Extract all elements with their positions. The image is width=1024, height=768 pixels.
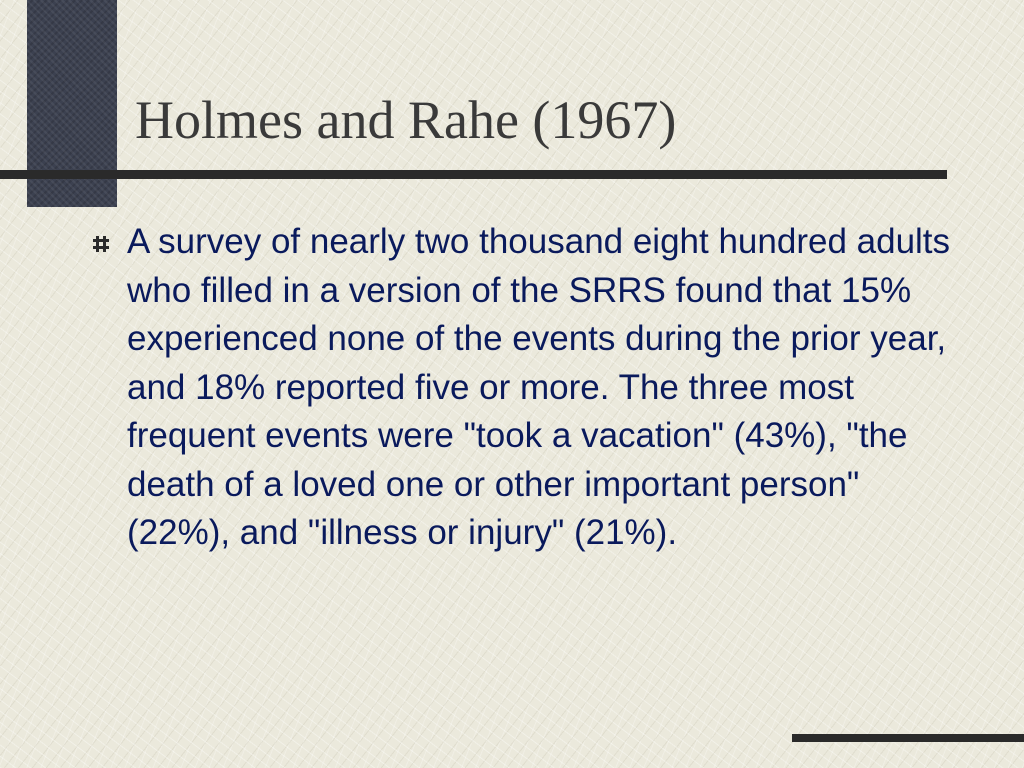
slide-title: Holmes and Rahe (1967) <box>135 90 677 150</box>
bullet-text: A survey of nearly two thousand eight hundred adults who filled in a version of the SRRS found that 15% experienced none of the events during the prior year, and 18% reported five or more. The three most frequent events were "took a vacation" (43%), "the death of a loved one or other important person" (22%), and "illness or injury" (21%). <box>127 222 951 552</box>
bullet-list <box>92 218 952 558</box>
bottom-rule <box>792 734 1024 742</box>
hash-bullet-icon <box>92 235 110 253</box>
title-rule <box>0 170 947 179</box>
bullet-item <box>92 218 952 558</box>
